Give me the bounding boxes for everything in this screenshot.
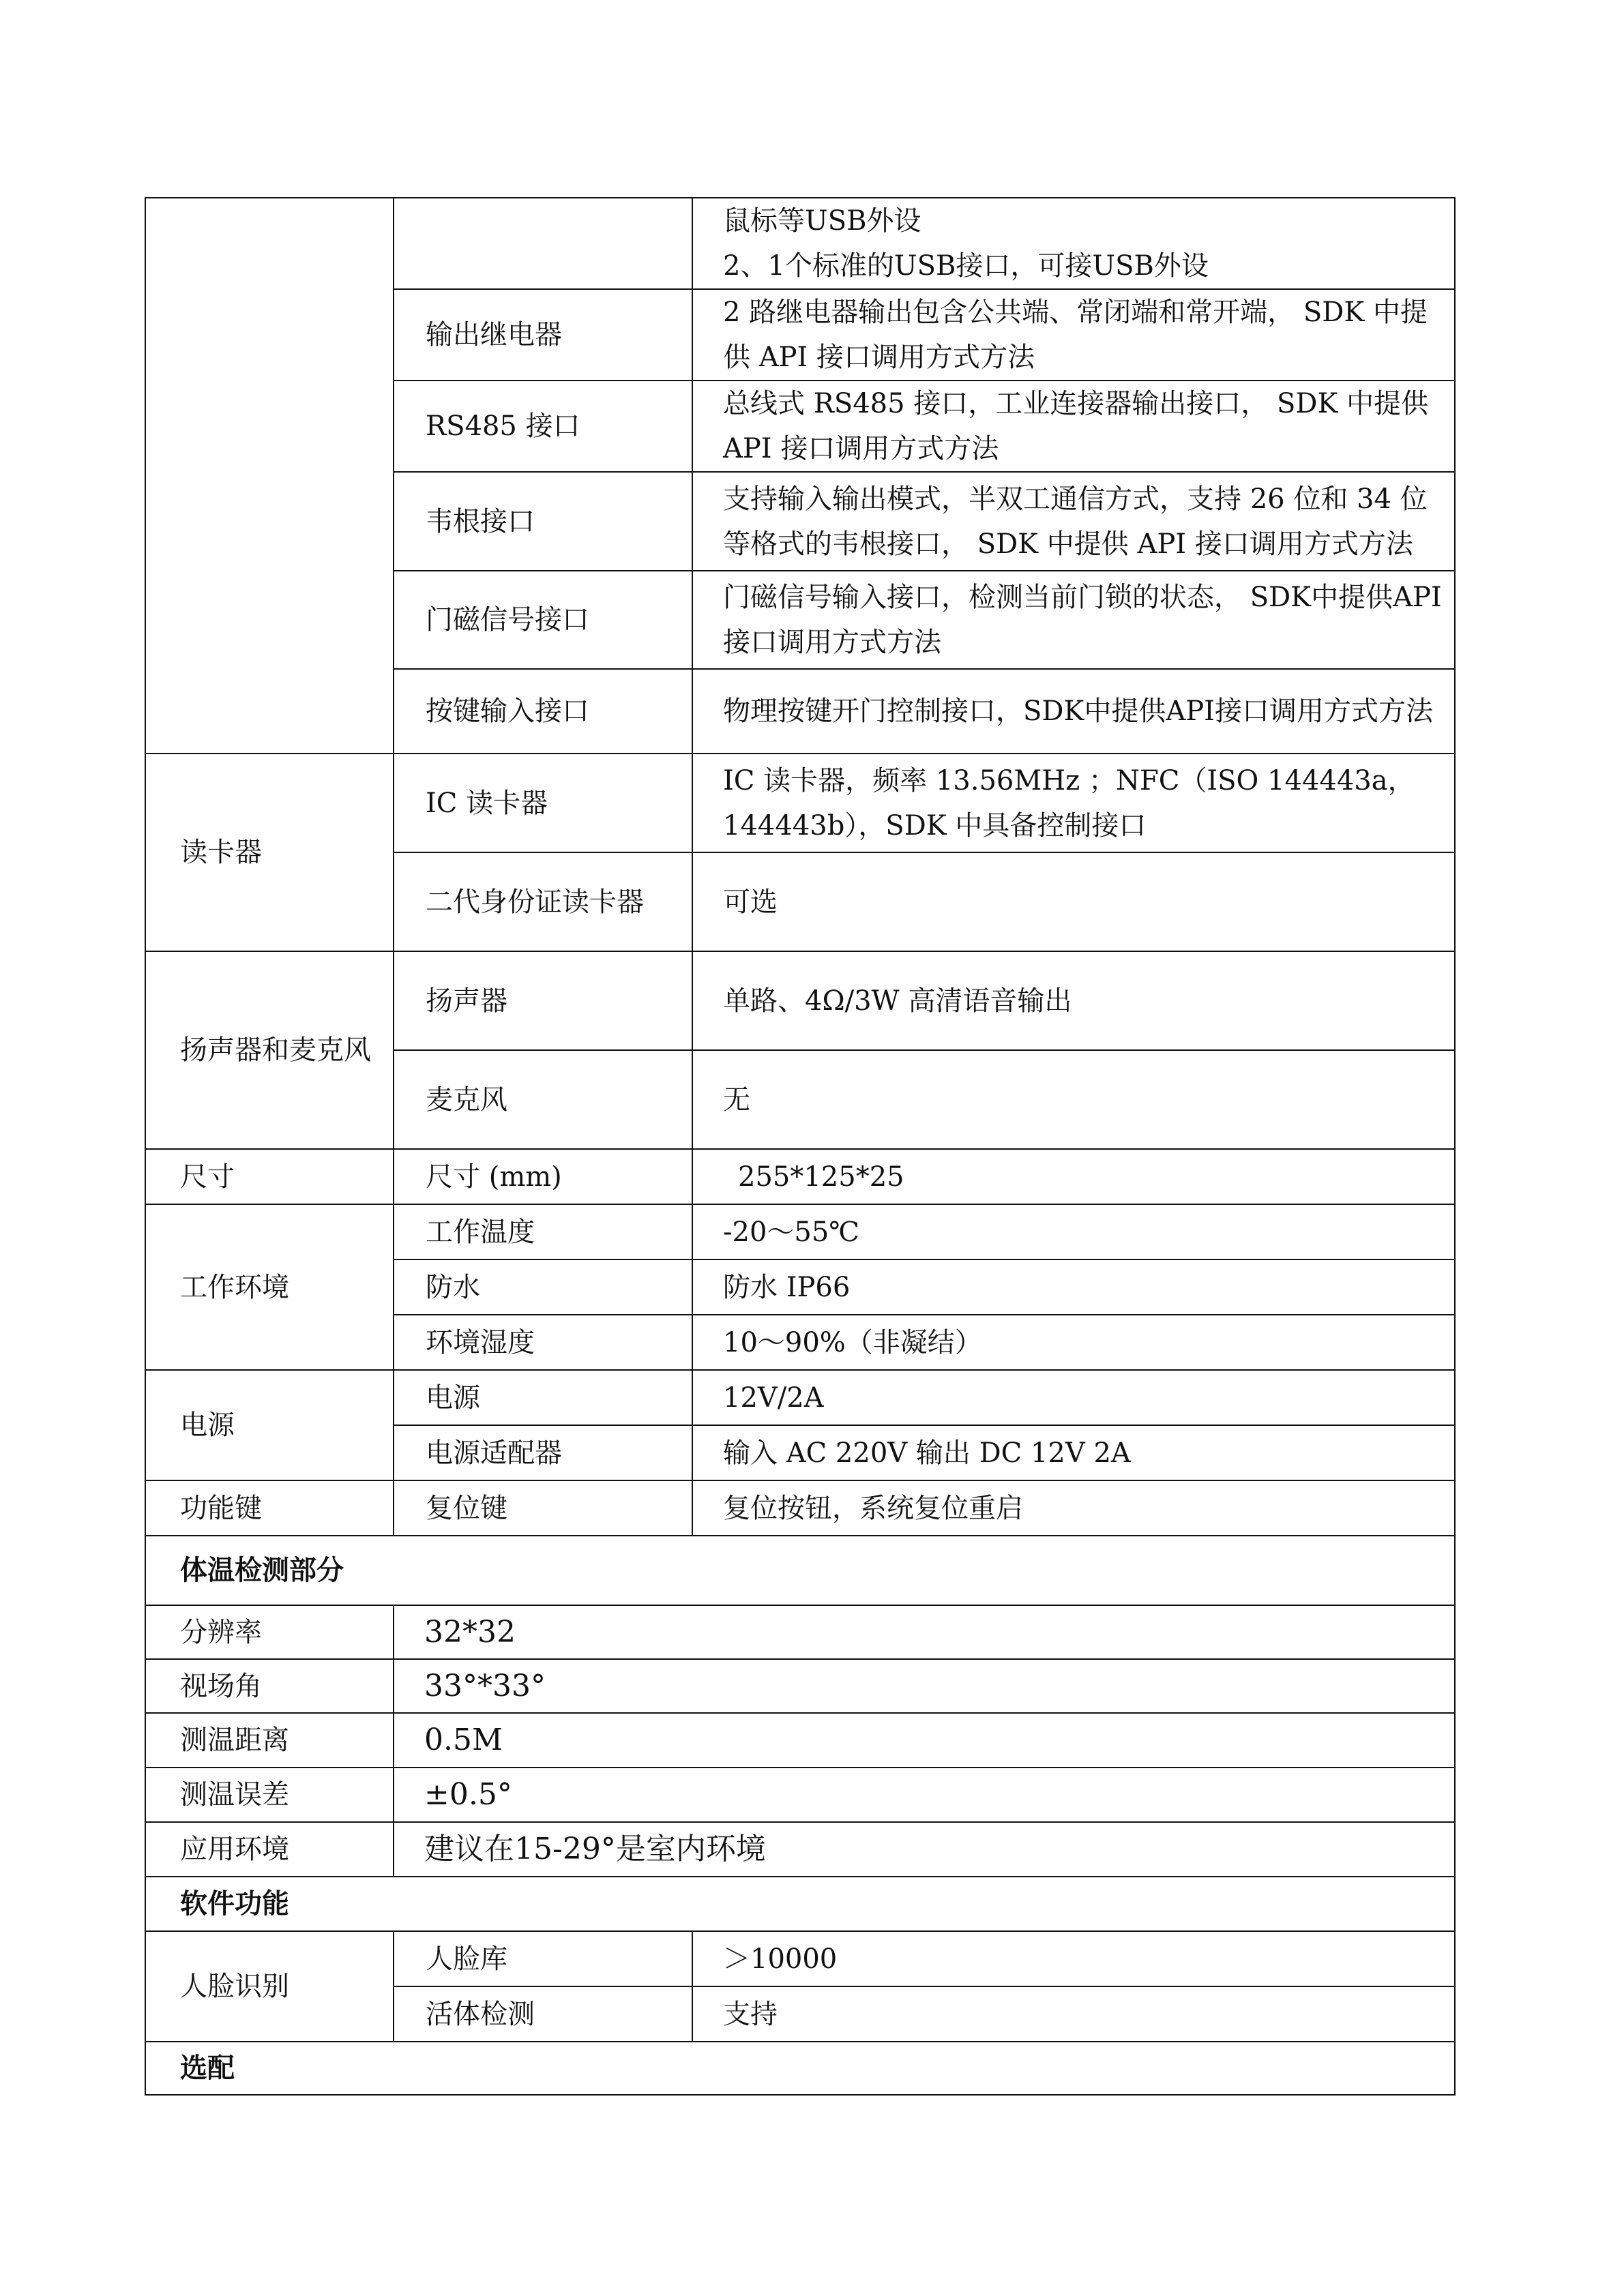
category-cell: 功能键 (145, 1480, 394, 1536)
value-cell (692, 198, 1455, 289)
value-cell: 支持输入输出模式，半双工通信方式，支持 26 位和 34 位等格式的韦根接口， SDK 中提供 API 接口调用方式方法 (692, 472, 1455, 571)
table-row (145, 1931, 1455, 1986)
param-cell: 麦克风 (394, 1050, 692, 1149)
category-cell: 尺寸 (145, 1149, 394, 1204)
value-line: 2、1个标准的USB接口，可接USB外设 (723, 250, 1209, 282)
value-cell: 可选 (692, 852, 1455, 951)
section-title: 软件功能 (145, 1877, 1455, 1931)
param-value: ±0.5° (394, 1768, 1455, 1822)
section-header-row (145, 2042, 1455, 2095)
table-row (145, 1659, 1455, 1713)
table-row (145, 1822, 1455, 1877)
param-label: 分辨率 (145, 1605, 394, 1659)
section-title: 选配 (145, 2042, 1455, 2095)
table-row (145, 198, 1455, 289)
table-row (145, 1768, 1455, 1822)
param-value: 0.5M (394, 1713, 1455, 1768)
value-cell: 2 路继电器输出包含公共端、常闭端和常开端， SDK 中提供 API 接口调用方式方法 (692, 289, 1455, 381)
param-cell: 韦根接口 (394, 472, 692, 571)
param-cell: RS485 接口 (394, 381, 692, 472)
table-row (145, 951, 1455, 1050)
table-row (145, 1370, 1455, 1425)
param-cell: 环境湿度 (394, 1315, 692, 1370)
param-cell: 电源 (394, 1370, 692, 1425)
category-cell-continued (145, 198, 394, 754)
param-cell: 人脸库 (394, 1931, 692, 1986)
section-title: 体温检测部分 (145, 1536, 1455, 1605)
param-cell: 防水 (394, 1259, 692, 1315)
param-cell: 按键输入接口 (394, 669, 692, 754)
param-label: 测温误差 (145, 1768, 394, 1822)
table-row (145, 1149, 1455, 1204)
value-cell: 输入 AC 220V 输出 DC 12V 2A (692, 1425, 1455, 1480)
param-cell: 尺寸 (mm) (394, 1149, 692, 1204)
category-cell: 读卡器 (145, 754, 394, 951)
param-value: 32*32 (394, 1605, 1455, 1659)
category-cell: 工作环境 (145, 1204, 394, 1370)
value-cell: 防水 IP66 (692, 1259, 1455, 1315)
value-cell: 门磁信号输入接口，检测当前门锁的状态， SDK中提供API接口调用方式方法 (692, 571, 1455, 669)
param-label: 应用环境 (145, 1822, 394, 1877)
value-cell: IC 读卡器，频率 13.56MHz ；NFC（ISO 144443a，144443b），SDK 中具备控制接口 (692, 754, 1455, 852)
table-row (145, 1605, 1455, 1659)
param-cell: 复位键 (394, 1480, 692, 1536)
table-row (145, 1204, 1455, 1259)
param-cell (394, 198, 692, 289)
value-cell: 复位按钮，系统复位重启 (692, 1480, 1455, 1536)
param-label: 视场角 (145, 1659, 394, 1713)
param-cell: 门磁信号接口 (394, 571, 692, 669)
value-cell: -20～55℃ (692, 1204, 1455, 1259)
param-cell: IC 读卡器 (394, 754, 692, 852)
value-line: 鼠标等USB外设 (723, 205, 921, 237)
param-value: 33°*33° (394, 1659, 1455, 1713)
category-cell: 扬声器和麦克风 (145, 951, 394, 1149)
spec-table (145, 197, 1456, 2096)
category-cell: 人脸识别 (145, 1931, 394, 2042)
value-cell: 总线式 RS485 接口，工业连接器输出接口， SDK 中提供 API 接口调用方式方法 (692, 381, 1455, 472)
value-cell: 单路、4Ω/3W 高清语音输出 (692, 951, 1455, 1050)
value-cell: 10～90%（非凝结） (692, 1315, 1455, 1370)
table-row (145, 1713, 1455, 1768)
param-cell: 二代身份证读卡器 (394, 852, 692, 951)
value-cell: 12V/2A (692, 1370, 1455, 1425)
param-label: 测温距离 (145, 1713, 394, 1768)
value-cell: 255*125*25 (692, 1149, 1455, 1204)
value-cell: 物理按键开门控制接口，SDK中提供API接口调用方式方法 (692, 669, 1455, 754)
param-cell: 输出继电器 (394, 289, 692, 381)
param-value: 建议在15-29°是室内环境 (394, 1822, 1455, 1877)
param-cell: 扬声器 (394, 951, 692, 1050)
table-row (145, 754, 1455, 852)
table-row (145, 1480, 1455, 1536)
value-cell: ＞10000 (692, 1931, 1455, 1986)
value-cell: 无 (692, 1050, 1455, 1149)
section-header-row (145, 1536, 1455, 1605)
category-cell: 电源 (145, 1370, 394, 1480)
param-cell: 工作温度 (394, 1204, 692, 1259)
section-header-row (145, 1877, 1455, 1931)
param-cell: 活体检测 (394, 1986, 692, 2042)
value-cell: 支持 (692, 1986, 1455, 2042)
param-cell: 电源适配器 (394, 1425, 692, 1480)
